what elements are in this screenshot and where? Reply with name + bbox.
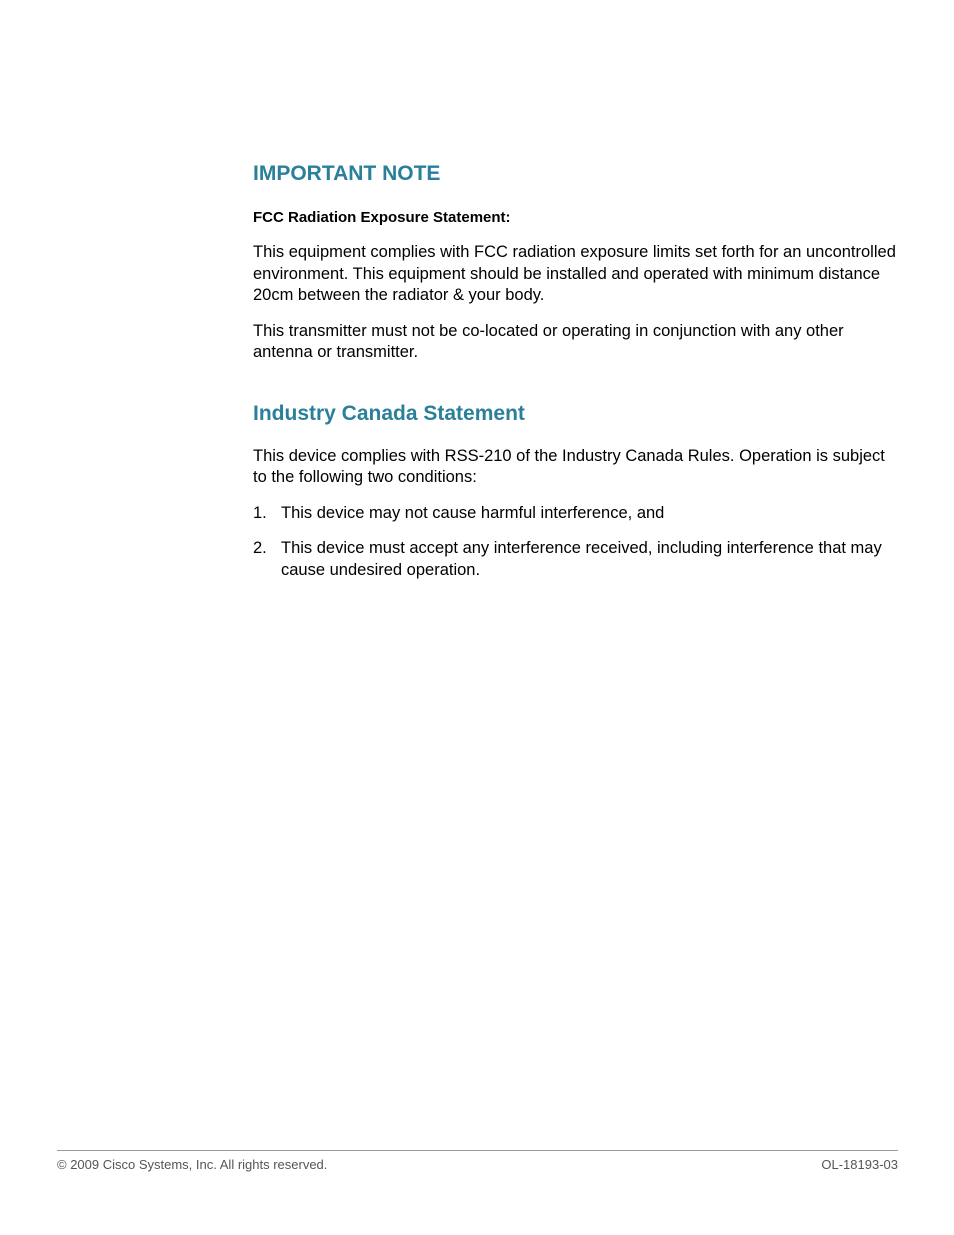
footer-divider: [57, 1150, 898, 1151]
footer-copyright: © 2009 Cisco Systems, Inc. All rights reserved.: [57, 1157, 328, 1172]
fcc-paragraph-1: This equipment complies with FCC radiation exposure limits set forth for an uncontrolled environment. This equipment should be installed and operated with minimum distance 20cm between the radiator & your body.: [253, 243, 896, 304]
footer-doc-number: OL-18193-03: [821, 1157, 898, 1172]
fcc-paragraph-2: This transmitter must not be co-located or operating in conjunction with any other antenna or transmitter.: [253, 321, 844, 361]
document-body: [253, 160, 901, 595]
list-item: [253, 503, 901, 525]
list-item-text: This device may not cause harmful interference, and: [281, 503, 665, 522]
list-item: [253, 538, 901, 581]
list-item-number: 1.: [253, 503, 267, 522]
important-note-heading: IMPORTANT NOTE: [253, 162, 441, 185]
fcc-statement-subheading: FCC Radiation Exposure Statement:: [253, 209, 511, 226]
list-item-text: This device must accept any interference received, including interference that may cause undesired operation.: [281, 539, 882, 579]
list-item-number: 2.: [253, 539, 267, 557]
industry-canada-intro: This device complies with RSS-210 of the Industry Canada Rules. Operation is subject to the following two conditions:: [253, 446, 885, 486]
conditions-list: [253, 503, 901, 582]
industry-canada-heading: Industry Canada Statement: [253, 401, 525, 425]
